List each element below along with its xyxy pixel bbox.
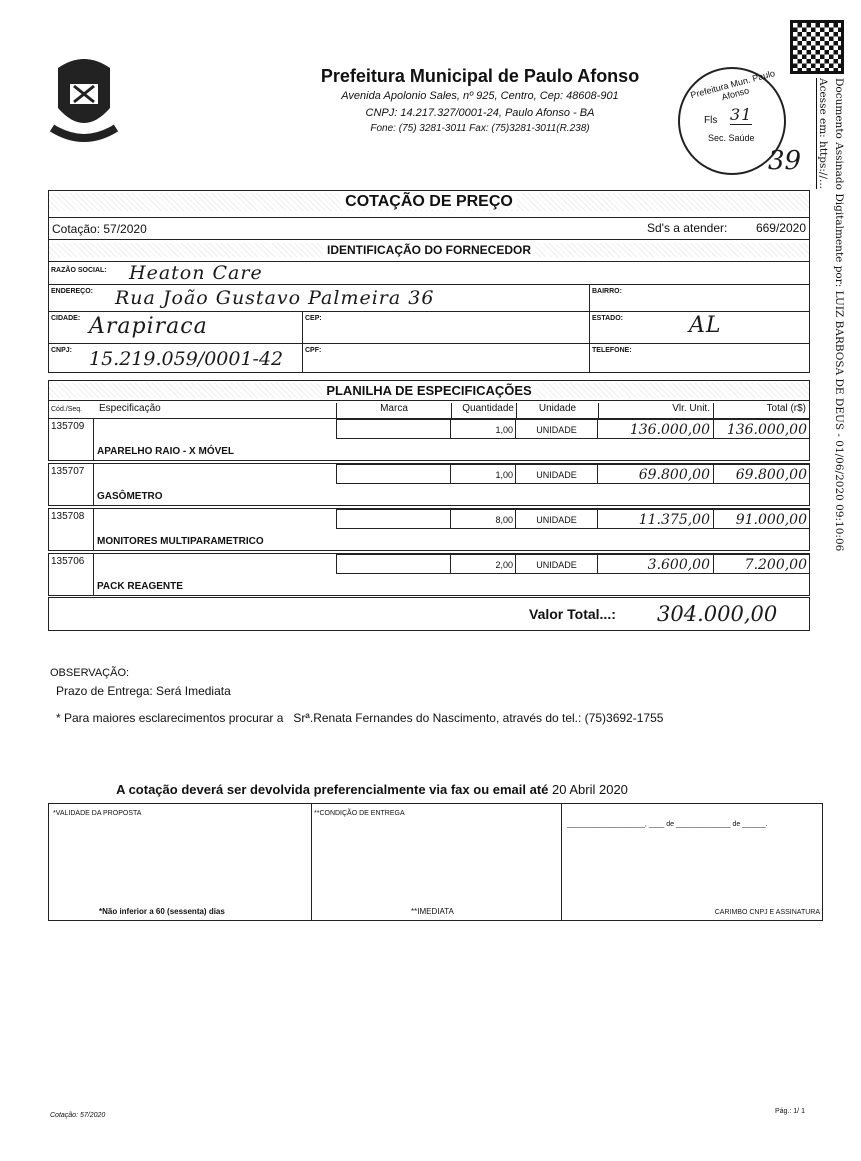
stamp-ring-text: Prefeitura Mun. Paulo Afonso: [689, 68, 777, 103]
sheet-section-row: [48, 380, 810, 401]
header-title: Prefeitura Municipal de Paulo Afonso: [320, 66, 640, 86]
stamp-fls-number: 31: [730, 105, 753, 124]
col-brand: Marca: [336, 403, 451, 419]
col-qty: Quantidade: [451, 403, 516, 419]
grand-total-row: [48, 597, 810, 631]
item-description: GASÔMETRO: [97, 491, 163, 502]
estado-label: ESTADO:: [592, 315, 623, 322]
notes-title: OBSERVAÇÃO:: [50, 667, 130, 679]
item-row: [48, 463, 810, 506]
stamp-fls-label: Fls: [704, 115, 718, 126]
item-description: PACK REAGENTE: [97, 581, 183, 592]
return-note-text: A cotação deverá ser devolvida preferencialmente via fax ou email até: [116, 782, 549, 797]
item-brand-cell[interactable]: [336, 554, 451, 574]
item-qty: 8,00: [450, 509, 516, 529]
coat-of-arms-logo: [48, 48, 120, 152]
razao-label: RAZÃO SOCIAL:: [51, 267, 107, 274]
estado-value[interactable]: AL: [689, 313, 722, 338]
footer-quote: Cotação: 57/2020: [50, 1112, 106, 1119]
item-unit-price[interactable]: 11.375,00: [597, 509, 714, 529]
endereco-value[interactable]: Rua João Gustavo Palmeira 36: [115, 287, 435, 309]
col-unit-price: Vlr. Unit.: [598, 403, 713, 419]
sds-value: 669/2020: [755, 221, 806, 235]
handwritten-page-number: 39: [768, 146, 802, 176]
notes-delivery: Prazo de Entrega: Será Imediata: [56, 684, 231, 698]
col-spec: Especificação: [99, 403, 161, 414]
item-code: 135708: [51, 511, 85, 522]
grand-total-value: 304.000,00: [657, 602, 778, 626]
quote-number: Cotação: 57/2020: [52, 222, 147, 236]
stamp-sector: Sec. Saúde: [708, 133, 755, 143]
item-unit-price[interactable]: 136.000,00: [597, 419, 714, 439]
cnpj-label: CNPJ:: [51, 347, 73, 354]
telefone-label: TELEFONE:: [592, 347, 632, 354]
page-number: Pág.: 1/ 1: [775, 1108, 805, 1115]
cidade-value[interactable]: Arapiraca: [89, 314, 208, 339]
validity-label: *VALIDADE DA PROPOSTA: [53, 810, 142, 817]
stamp-signature-label: CARIMBO CNPJ E ASSINATURA: [714, 909, 820, 916]
item-brand-cell[interactable]: [336, 464, 451, 484]
item-total[interactable]: 69.800,00: [713, 464, 810, 484]
delivery-label: **CONDIÇÃO DE ENTREGA: [314, 810, 405, 817]
notes-contact: * Para maiores esclarecimentos procurar a Srª.Renata Fernandes do Nascimento, através do tel.: (75)3692-1755: [56, 711, 664, 725]
item-row: [48, 553, 810, 596]
item-unit: UNIDADE: [515, 464, 598, 484]
cnpj-row: [48, 343, 810, 373]
item-row: [48, 418, 810, 461]
header-phone: Fone: (75) 3281-3011 Fax: (75)3281-3011(R.238): [370, 123, 590, 134]
item-unit: UNIDADE: [515, 419, 598, 439]
item-unit-price[interactable]: 69.800,00: [597, 464, 714, 484]
endereco-row: [48, 284, 810, 312]
return-note: [0, 782, 744, 797]
item-description: APARELHO RAIO - X MÓVEL: [97, 446, 235, 457]
cnpj-value[interactable]: 15.219.059/0001-42: [89, 348, 284, 370]
item-brand-cell[interactable]: [336, 509, 451, 529]
bairro-label: BAIRRO:: [592, 288, 622, 295]
item-qty: 1,00: [450, 419, 516, 439]
item-qty: 2,00: [450, 554, 516, 574]
cpf-label: CPF:: [305, 347, 322, 354]
item-brand-cell[interactable]: [336, 419, 451, 439]
header-address: Avenida Apolonio Sales, nº 925, Centro, Cep: 48608-901: [341, 90, 619, 102]
item-total[interactable]: 136.000,00: [713, 419, 810, 439]
razao-value[interactable]: Heaton Care: [129, 262, 263, 284]
header-cnpj: CNPJ: 14.217.327/0001-24, Paulo Afonso - BA: [365, 107, 595, 119]
sheet-header-row: [48, 400, 810, 419]
supplier-section-row: [48, 239, 810, 262]
validity-value: *Não inferior a 60 (sessenta) dias: [99, 907, 225, 916]
item-qty: 1,00: [450, 464, 516, 484]
sheet-section-title: PLANILHA DE ESPECIFICAÇÕES: [322, 383, 535, 398]
verification-link[interactable]: Acesse em: https://...: [817, 78, 829, 189]
quote-title-row: [48, 190, 810, 218]
endereco-label: ENDEREÇO:: [51, 288, 94, 295]
cidade-row: [48, 311, 810, 344]
sds-label: Sd's a atender:: [647, 221, 728, 235]
item-description: MONITORES MULTIPARAMETRICO: [97, 536, 264, 547]
item-unit: UNIDADE: [515, 509, 598, 529]
quote-title: COTAÇÃO DE PREÇO: [341, 193, 517, 210]
col-code: Cód./Seq.: [51, 406, 83, 413]
cep-label: CEP:: [305, 315, 322, 322]
item-code: 135706: [51, 556, 85, 567]
item-row: [48, 508, 810, 551]
cidade-label: CIDADE:: [51, 315, 81, 322]
date-line[interactable]: ____________________, ____ de ______________ de ______.: [567, 821, 768, 828]
col-total: Total (r$): [713, 403, 809, 419]
delivery-value: **IMEDIATA: [411, 907, 454, 916]
item-total[interactable]: 91.000,00: [713, 509, 810, 529]
col-unit: Unidade: [516, 403, 598, 419]
quote-number-row: [48, 217, 810, 240]
item-code: 135707: [51, 466, 85, 477]
signature-box: [48, 803, 823, 921]
item-code: 135709: [51, 421, 85, 432]
signature-line: Documento Assinado Digitalmente por: LUIZ BARBOSA DE DEUS - 01/06/2020 09:10:06: [833, 78, 845, 552]
qr-code[interactable]: [790, 20, 844, 74]
item-unit: UNIDADE: [515, 554, 598, 574]
grand-total-label: Valor Total...:: [529, 606, 616, 622]
item-total[interactable]: 7.200,00: [713, 554, 810, 574]
item-unit-price[interactable]: 3.600,00: [597, 554, 714, 574]
return-date: 20 Abril 2020: [552, 782, 628, 797]
razao-social-row: [48, 261, 810, 285]
supplier-section-title: IDENTIFICAÇÃO DO FORNECEDOR: [323, 243, 535, 257]
